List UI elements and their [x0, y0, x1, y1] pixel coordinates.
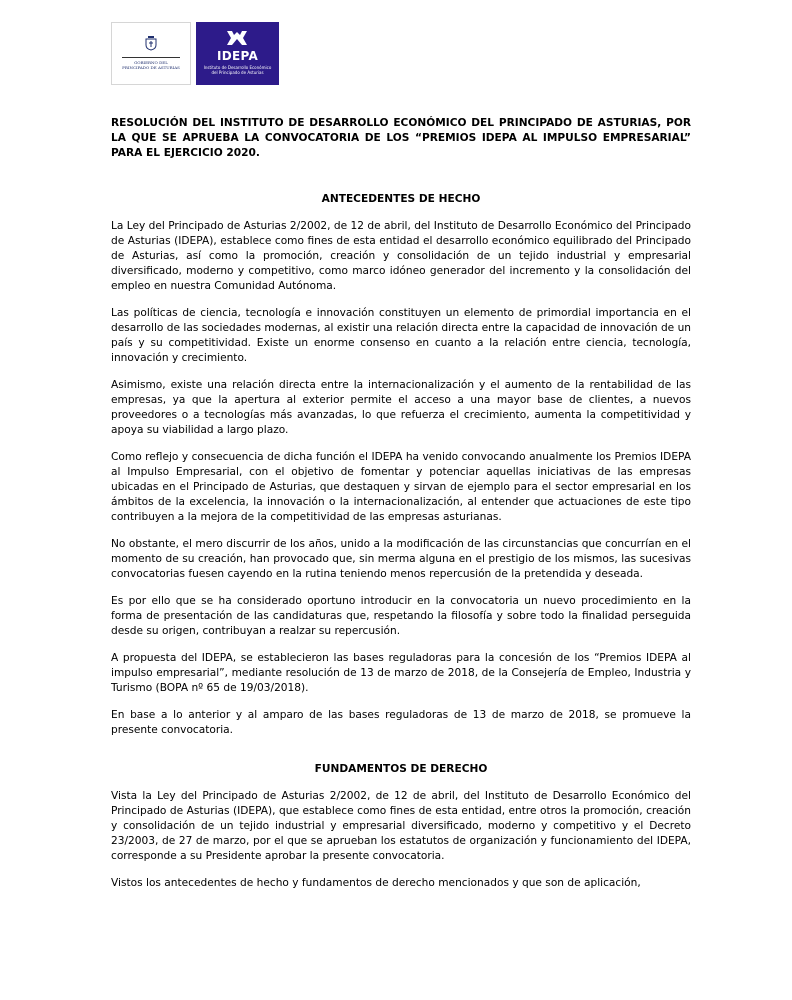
idepa-logo: [196, 22, 279, 85]
idepa-logo-name: IDEPA: [216, 49, 259, 63]
idepa-logo-sub1: Instituto de Desarrollo Económico: [203, 65, 272, 70]
paragraph: La Ley del Principado de Asturias 2/2002, de 12 de abril, del Instituto de Desarrollo Económico del Principado de Asturias (IDEPA), establece como fines de esta entidad el desarrollo económico equilibrado del Principado de Asturias, así como la promoción, creación y consolidación de un tejido industrial y empresarial diversificado, moderno y competitivo, como marco idóneo generador del incremento y la consolidación del empleo en nuestra Comunidad Autónoma.: [111, 220, 691, 292]
idepa-emblem-icon: [225, 29, 249, 47]
paragraph: Vistos los antecedentes de hecho y fundamentos de derecho mencionados y que son de aplicación,: [111, 877, 641, 889]
paragraph: Vista la Ley del Principado de Asturias 2/2002, de 12 de abril, del Instituto de Desarrollo Económico del Principado de Asturias (IDEPA), que establece como fines de esta entidad, entre otros la promoción, creación y consolidación de un tejido industrial y empresarial diversificado, moderno y competitivo y el Decreto 23/2003, de 27 de marzo, por el que se aprueban los estatutos de organización y funcionamiento del IDEPA, corresponde a su Presidente aprobar la presente convocatoria.: [111, 790, 691, 862]
gobierno-logo-line1: GOBIERNO DEL: [134, 60, 168, 65]
header-logos: [111, 22, 279, 85]
coat-of-arms-icon: [145, 35, 157, 51]
paragraph: Asimismo, existe una relación directa entre la internacionalización y el aumento de la rentabilidad de las empresas, ya que la apertura al exterior permite el acceso a una mayor base de clientes, a nuevos proveedores o a tecnologías más avanzadas, lo que refuerza el crecimiento, aumenta la competitividad y apoya su viabilidad a largo plazo.: [111, 379, 691, 436]
paragraph: Como reflejo y consecuencia de dicha función el IDEPA ha venido convocando anualmente los Premios IDEPA al Impulso Empresarial, con el objetivo de fomentar y potenciar aquellas iniciativas de las empresas ubicadas en el Principado de Asturias, que destaquen y sirvan de ejemplo para el sector empresarial en los ámbitos de la excelencia, la innovación o la internacionalización, al entender que actuaciones de este tipo contribuyen a la mejora de la competitividad de las empresas asturianas.: [111, 451, 691, 523]
document-body: [111, 116, 691, 891]
section-heading-antecedentes: ANTECEDENTES DE HECHO: [321, 193, 481, 205]
gobierno-asturias-logo: [111, 22, 191, 85]
paragraph: No obstante, el mero discurrir de los años, unido a la modificación de las circunstancias que concurrían en el momento de su creación, han provocado que, sin merma alguna en el prestigio de los mismos, las sucesivas convocatorias fuesen cayendo en la rutina teniendo menos repercusión de la pretendida y deseada.: [111, 538, 691, 580]
paragraph: A propuesta del IDEPA, se establecieron las bases reguladoras para la concesión de los “Premios IDEPA al impulso empresarial”, mediante resolución de 13 de marzo de 2018, de la Consejería de Empleo, Industria y Turismo (BOPA nº 65 de 19/03/2018).: [111, 652, 691, 694]
paragraph: Las políticas de ciencia, tecnología e innovación constituyen un elemento de primordial importancia en el desarrollo de las sociedades modernas, al existir una relación directa entre la capacidad de innovación de un país y su competitividad. Existe un enorme consenso en cuanto a la relación entre ciencia, tecnología, innovación y crecimiento.: [111, 307, 691, 364]
section-heading-fundamentos: FUNDAMENTOS DE DERECHO: [314, 763, 488, 775]
document-title: RESOLUCIÓN DEL INSTITUTO DE DESARROLLO ECONÓMICO DEL PRINCIPADO DE ASTURIAS, POR LA QUE SE APRUEBA LA CONVOCATORIA DE LOS “PREMIOS IDEPA AL IMPULSO EMPRESARIAL” PARA EL EJERCICIO 2020.: [111, 117, 691, 159]
logo-divider: [122, 57, 180, 58]
gobierno-logo-line2: PRINCIPADO DE ASTURIAS: [122, 65, 180, 70]
paragraph: En base a lo anterior y al amparo de las bases reguladoras de 13 de marzo de 2018, se promueve la presente convocatoria.: [111, 709, 691, 736]
paragraph: Es por ello que se ha considerado oportuno introducir en la convocatoria un nuevo procedimiento en la forma de presentación de las candidaturas que, respetando la filosofía y sobre todo la finalidad perseguida desde su origen, contribuyan a realzar su repercusión.: [111, 595, 691, 637]
idepa-logo-sub2: del Principado de Asturias: [211, 70, 264, 75]
